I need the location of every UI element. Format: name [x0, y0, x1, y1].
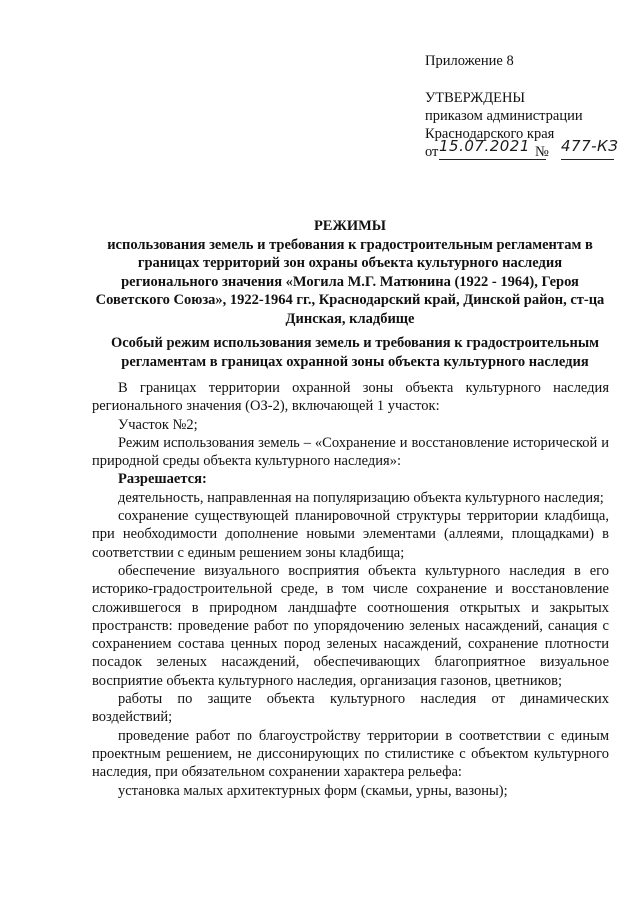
handwritten-number: 477-КЗ	[561, 137, 619, 155]
title-text: использования земель и требования к градостроительным регламентам в границах территорий зон охраны объекта культурного наследия регионального значения «Могила М.Г. Матюнина (1922 - 1964), Героя Советского Союза», 1922-1964 гг., Краснодарский край, Динской район, ст-ца Динская, кладбище	[95, 236, 605, 327]
paragraph: В границах территории охранной зоны объекта культурного наследия регионального значения (ОЗ-2), включающей 1 участок:	[92, 380, 609, 415]
paragraph: Режим использования земель – «Сохранение и восстановление исторической и природной среды объекта культурного наследия»:	[92, 434, 609, 470]
date-underline	[439, 159, 546, 160]
from-prefix: от	[425, 144, 439, 160]
paragraph: обеспечение визуального восприятия объекта культурного наследия в его историко-градостроительной среде, в том числе сохранение и восстановление сложившегося в природном ландшафте соотношения открытых и закрытых пространств: проведение работ по упорядочению зеленых насаждений, санация с сохранением состава ценных пород зеленых насаждений, сохранение плотности посадок зеленых насаждений, обеспечивающих благоприятное визуальное восприятие объекта культурного наследия, организация газонов, цветников;	[92, 562, 609, 689]
handwritten-date: 15.07.2021	[439, 137, 530, 155]
approval-block	[425, 52, 619, 165]
approved-label: УТВЕРЖДЕНЫ	[425, 90, 526, 106]
number-underline	[561, 159, 614, 160]
section-subtitle: Особый режим использования земель и требования к градостроительным регламентам в границах охранной зоны объекта культурного наследия	[110, 335, 600, 370]
title-heading: РЕЖИМЫ	[313, 218, 387, 234]
document-title	[95, 217, 605, 328]
paragraph: работы по защите объекта культурного наследия от динамических воздействий;	[92, 691, 609, 726]
approved-by-line-2: Краснодарского края	[425, 126, 555, 142]
allowed-heading: Разрешается:	[118, 471, 207, 488]
body-text	[92, 379, 609, 800]
appendix-label: Приложение 8	[425, 53, 514, 69]
approved-by-line-1: приказом администрации	[425, 108, 583, 124]
paragraph: проведение работ по благоустройству территории в соответствии с единым проектным решением, не диссонирующих по стилистике с объектом культурного наследия, при обязательном сохранении характера рельефа:	[92, 727, 609, 781]
paragraph: сохранение существующей планировочной структуры территории кладбища, при необходимости дополнение новыми элементами (аллеями, площадками) в соответствии с единым решением зоны кладбища;	[92, 508, 609, 561]
number-sign: №	[535, 144, 549, 160]
paragraph: установка малых архитектурных форм (скамьи, урны, вазоны);	[118, 782, 508, 799]
paragraph: Участок №2;	[118, 416, 198, 433]
paragraph: деятельность, направленная на популяризацию объекта культурного наследия;	[118, 489, 604, 506]
order-date-number-line	[425, 137, 619, 165]
